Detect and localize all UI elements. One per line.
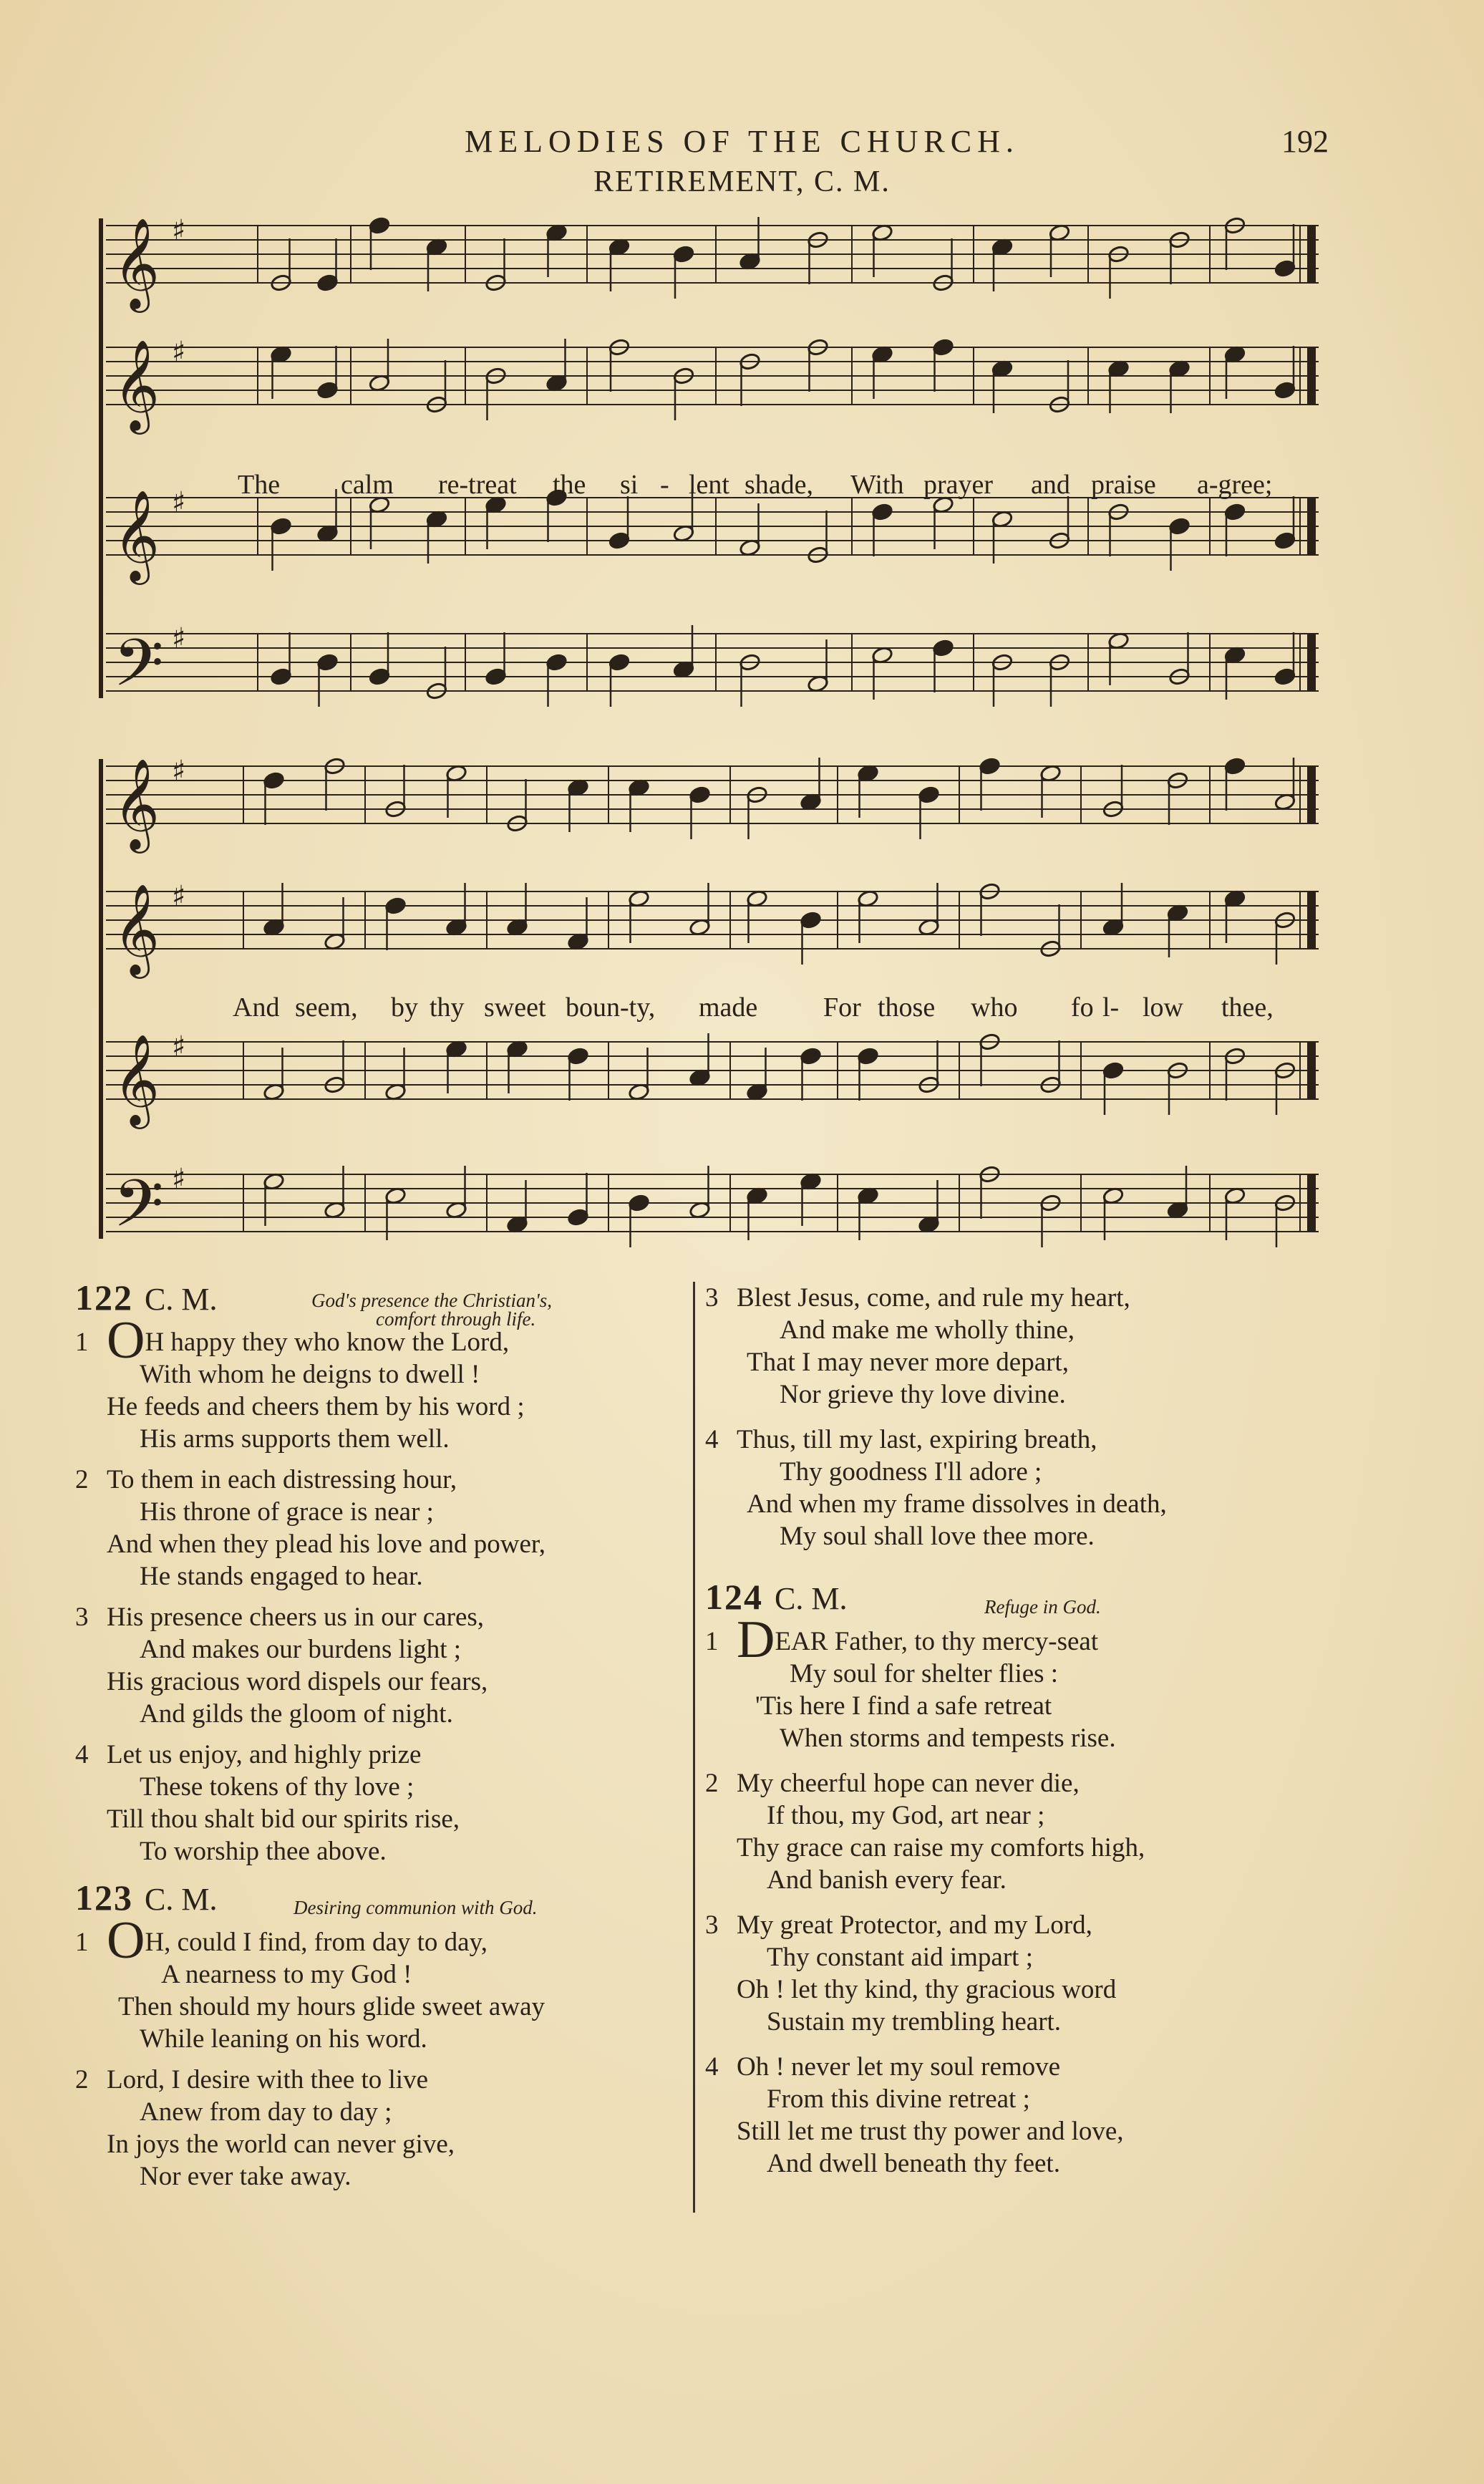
verse-line: And make me wholly thine, — [780, 1315, 1075, 1345]
lyric-word: For — [823, 992, 861, 1023]
final-bar-line — [1307, 891, 1316, 949]
note-head — [1274, 667, 1296, 686]
lyric-word: by — [391, 992, 418, 1023]
lyric-word: and — [1031, 470, 1070, 500]
verse-line: In joys the world can never give, — [107, 2130, 455, 2159]
hymn-heading — [75, 1277, 691, 1330]
verse-line: Thy constant aid impart ; — [767, 1943, 1033, 1972]
hymn-meter: C. M. — [775, 1581, 848, 1616]
system-bracket — [99, 759, 103, 1239]
running-title: MELODIES OF THE CHURCH. — [465, 124, 1019, 159]
verse-line: And dwell beneath thy feet. — [767, 2149, 1060, 2178]
lyric-word: a-gree; — [1197, 470, 1273, 500]
final-bar-line — [1307, 634, 1316, 691]
verse-line: His arms supports them well. — [140, 1424, 450, 1454]
final-bar-line — [1307, 1042, 1316, 1099]
drop-cap: O — [107, 1911, 145, 1970]
page-number: 192 — [1281, 124, 1329, 159]
note-head — [608, 653, 631, 672]
note-head — [857, 1047, 879, 1065]
lyric-word: lent — [689, 470, 729, 500]
verse-line: These tokens of thy love ; — [140, 1772, 414, 1802]
treble-clef-icon: 𝄞 — [113, 758, 160, 849]
drop-cap: O — [107, 1311, 145, 1370]
verse-line: Still let me trust thy power and love, — [737, 2117, 1124, 2146]
lyric-word: With — [850, 470, 904, 500]
lyric-word: seem, — [295, 992, 358, 1023]
lyric-word: si — [620, 470, 639, 500]
verse-line: 3 My great Protector, and my Lord, — [705, 1910, 1092, 1940]
verse-line: He feeds and cheers them by his word ; — [107, 1392, 525, 1421]
verse-line: His gracious word dispels our fears, — [107, 1667, 488, 1696]
bass-clef-icon: 𝄢 — [113, 1166, 164, 1257]
note-head — [1168, 517, 1190, 536]
note-head — [1274, 531, 1296, 550]
verse-line: And makes our burdens light ; — [140, 1635, 462, 1664]
left-column — [75, 1277, 691, 2201]
right-column — [705, 1282, 1342, 2188]
treble-clef-icon: 𝄞 — [113, 1033, 160, 1125]
note-head — [918, 786, 940, 804]
note-head — [628, 1194, 650, 1212]
verse-line: Then should my hours glide sweet away — [118, 1992, 545, 2021]
lyric-word: thy — [430, 992, 465, 1023]
hymn-subject-line-2: comfort through life. — [376, 1308, 536, 1330]
verse-line: Anew from day to day ; — [140, 2097, 392, 2127]
verse-line: 1 OH, could I find, from day to day, — [75, 1911, 488, 1970]
lyric-word: - — [660, 470, 669, 500]
lyric-word: fo — [1071, 992, 1094, 1023]
note-head — [316, 381, 339, 400]
hymn-heading — [705, 1577, 1342, 1624]
verse-line: And when they plead his love and power, — [107, 1529, 545, 1559]
note-head — [932, 338, 954, 357]
stanza — [705, 1424, 1342, 1552]
verse-line: 4 Let us enjoy, and highly prize — [75, 1740, 422, 1769]
verse-line: Oh ! let thy kind, thy gracious word — [737, 1975, 1117, 2004]
verse-line: While leaning on his word. — [140, 2024, 427, 2054]
hymn-subject: Refuge in God. — [984, 1596, 1101, 1618]
note-head — [979, 757, 1001, 775]
verse-line: 1 OH happy they who know the Lord, — [75, 1311, 510, 1370]
lyric-word: boun-ty, — [566, 992, 656, 1023]
note-head — [1224, 503, 1246, 521]
stanza — [705, 1767, 1342, 1896]
sharp-icon: ♯ — [172, 1030, 186, 1063]
stanza-number: 4 — [75, 1740, 89, 1769]
note-head — [1274, 381, 1296, 400]
lyric-word: praise — [1091, 470, 1156, 500]
stanza-number: 1 — [705, 1627, 719, 1656]
tune-title: RETIREMENT, C. M. — [593, 165, 891, 198]
verse-line: 2 Lord, I desire with thee to live — [75, 2065, 429, 2094]
system-bracket — [99, 218, 103, 698]
stanza — [705, 1282, 1342, 1411]
lyric-word: who — [971, 992, 1018, 1023]
music-system-1-staves — [93, 211, 1332, 712]
hymn-122 — [75, 1277, 691, 1867]
hymn-subject: God's presence the Christian's, — [311, 1290, 553, 1311]
treble-clef-icon: 𝄞 — [113, 217, 160, 309]
stanza-number: 3 — [705, 1283, 719, 1313]
note-head — [485, 667, 507, 686]
stanza-number: 3 — [75, 1603, 89, 1632]
lyric-word: calm — [341, 470, 394, 500]
note-head — [270, 667, 292, 686]
stanza-number: 4 — [705, 2052, 719, 2082]
lyric-word: prayer — [923, 470, 994, 500]
stanza — [75, 1601, 691, 1730]
stanza — [705, 2051, 1342, 2180]
verse-line: Nor ever take away. — [140, 2162, 351, 2191]
verse-line: Nor grieve thy love divine. — [780, 1380, 1066, 1409]
stanza-number: 2 — [705, 1769, 719, 1798]
note-head — [263, 771, 285, 790]
note-head — [369, 216, 391, 235]
hymn-123 — [75, 1878, 691, 2193]
hymn-number: 122 — [75, 1277, 133, 1318]
note-head — [567, 1047, 589, 1065]
hymn-subject: Desiring communion with God. — [294, 1897, 538, 1918]
verse-line: From this divine retreat ; — [767, 2084, 1030, 2114]
stanza — [705, 1909, 1342, 2038]
verse-line: If thou, my God, art near ; — [767, 1801, 1045, 1830]
final-bar-line — [1307, 226, 1316, 283]
sharp-icon: ♯ — [172, 336, 186, 369]
final-bar-line — [1307, 766, 1316, 823]
note-head — [316, 274, 339, 292]
lyric-word: the — [553, 470, 586, 500]
note-head — [384, 897, 407, 915]
verse-line: He stands engaged to hear. — [140, 1562, 423, 1591]
final-bar-line — [1307, 347, 1316, 405]
verse-line: And when my frame dissolves in death, — [747, 1489, 1167, 1519]
verse-line: A nearness to my God ! — [161, 1960, 412, 1989]
note-head — [369, 667, 391, 686]
verse-line: 3 Blest Jesus, come, and rule my heart, — [705, 1283, 1130, 1313]
sharp-icon: ♯ — [172, 1163, 186, 1196]
stanza-number: 4 — [705, 1425, 719, 1454]
verse-line: 4 Thus, till my last, expiring breath, — [705, 1425, 1097, 1454]
hymn-number: 123 — [75, 1878, 133, 1918]
verse-line: 4 Oh ! never let my soul remove — [705, 2052, 1061, 2082]
note-head — [316, 653, 339, 672]
verse-line: When storms and tempests rise. — [780, 1724, 1116, 1753]
treble-clef-icon: 𝄞 — [113, 883, 160, 975]
treble-clef-icon: 𝄞 — [113, 339, 160, 430]
verse-line: My soul for shelter flies : — [790, 1659, 1059, 1688]
hymn-124 — [705, 1577, 1342, 2180]
lyric-word: sweet — [484, 992, 546, 1023]
verse-line: And gilds the gloom of night. — [140, 1699, 453, 1729]
verse-line: 1 DEAR Father, to thy mercy-seat — [705, 1610, 1099, 1669]
verse-line: 2 My cheerful hope can never die, — [705, 1769, 1080, 1798]
note-head — [871, 503, 893, 521]
stanza-number: 2 — [75, 2065, 89, 2094]
bass-clef-icon: 𝄢 — [113, 625, 164, 712]
note-head — [800, 1047, 822, 1065]
note-head — [673, 245, 695, 264]
verse-line: 3 His presence cheers us in our cares, — [75, 1603, 485, 1632]
stanza-number: 1 — [75, 1328, 89, 1357]
stanza — [705, 1610, 1342, 1754]
lyric-word: those — [878, 992, 936, 1023]
verse-line: 'Tis here I find a safe retreat — [755, 1691, 1052, 1721]
hymn-meter: C. M. — [145, 1282, 218, 1317]
verse-line: To worship thee above. — [140, 1837, 387, 1866]
verse-line: Thy goodness I'll adore ; — [780, 1457, 1042, 1487]
note-head — [270, 517, 292, 536]
verse-line: Sustain my trembling heart. — [767, 2007, 1062, 2036]
lyric-word: low — [1143, 992, 1183, 1023]
hymn-meter: C. M. — [145, 1882, 218, 1917]
verse-line: With whom he deigns to dwell ! — [140, 1360, 480, 1389]
stanza-number: 1 — [75, 1928, 89, 1957]
lyric-word: The — [238, 470, 281, 500]
note-head — [1102, 1061, 1125, 1080]
stanza-number: 3 — [705, 1910, 719, 1940]
lyric-word: made — [699, 992, 758, 1023]
verse-line: That I may never more depart, — [747, 1348, 1069, 1377]
sharp-icon: ♯ — [172, 486, 186, 519]
verse-line: His throne of grace is near ; — [140, 1497, 434, 1527]
note-head — [932, 639, 954, 657]
lyric-word: shade, — [745, 470, 814, 500]
note-head — [800, 911, 822, 929]
lyric-word: l- — [1102, 992, 1120, 1023]
verse-line: And banish every fear. — [767, 1865, 1007, 1895]
hymn-123-continued — [705, 1282, 1342, 1552]
stanza — [75, 2064, 691, 2193]
note-head — [1274, 259, 1296, 278]
note-head — [545, 653, 568, 672]
sharp-icon: ♯ — [172, 880, 186, 913]
verse-line: Till thou shalt bid our spirits rise, — [107, 1804, 460, 1834]
sharp-icon: ♯ — [172, 622, 186, 655]
note-head — [567, 1208, 589, 1227]
stanza — [75, 1464, 691, 1593]
hymn-heading — [75, 1878, 691, 1925]
note-head — [689, 786, 711, 804]
sharp-icon: ♯ — [172, 755, 186, 788]
verse-line: Thy grace can raise my comforts high, — [737, 1833, 1145, 1862]
verse-line: My soul shall love thee more. — [780, 1522, 1095, 1551]
final-bar-line — [1307, 498, 1316, 555]
music-system-1 — [93, 211, 1332, 712]
stanza-number: 2 — [75, 1465, 89, 1494]
lyric-word: And — [233, 992, 280, 1023]
final-bar-line — [1307, 1174, 1316, 1232]
sharp-icon: ♯ — [172, 214, 186, 247]
stanza — [75, 1739, 691, 1867]
stanza — [75, 1911, 691, 2055]
lyric-word: re-treat — [438, 470, 517, 500]
note-head — [608, 531, 631, 550]
lyric-word: thee, — [1221, 992, 1274, 1023]
note-head — [1224, 757, 1246, 775]
column-divider — [693, 1282, 695, 2213]
hymn-number: 124 — [705, 1577, 763, 1617]
drop-cap: D — [737, 1610, 775, 1669]
verse-line: 2 To them in each distressing hour, — [75, 1465, 457, 1494]
treble-clef-icon: 𝄞 — [113, 489, 160, 581]
